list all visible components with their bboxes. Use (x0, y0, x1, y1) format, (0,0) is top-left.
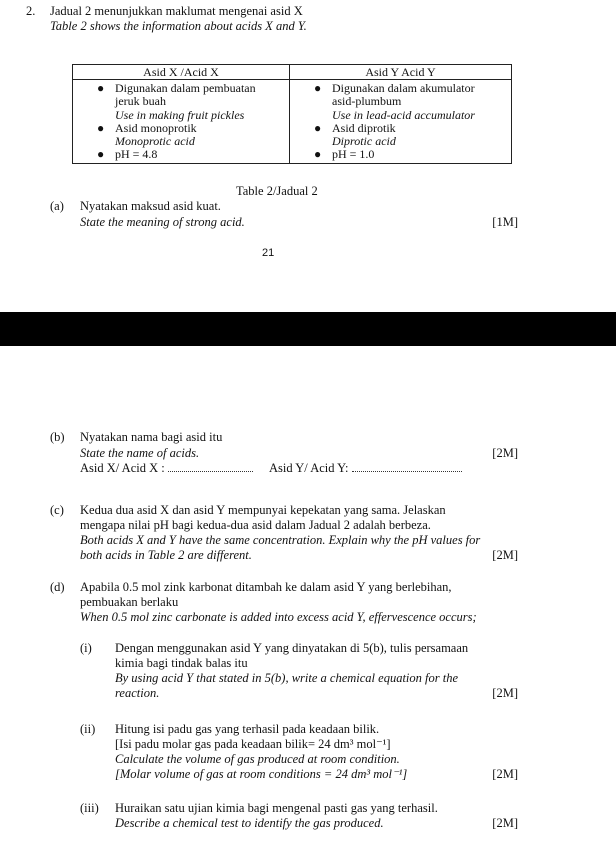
question-number: 2. (26, 4, 36, 18)
list-item-en: Use in making fruit pickles (115, 107, 245, 122)
part-d-ms1: Apabila 0.5 mol zink karbonat ditambah ke dalam asid Y yang berlebihan, (80, 580, 452, 594)
list-item-en: Monoprotic acid (115, 134, 195, 149)
question-intro-ms: Jadual 2 menunjukkan maklumat mengenai asid X (50, 4, 303, 18)
part-b-en: State the name of acids. (80, 446, 200, 460)
list-item-cont: asid-plumbum (332, 94, 402, 109)
part-d-label: (d) (50, 580, 65, 594)
table-header-x: Asid X /Acid X (73, 65, 290, 80)
answer-x-row (80, 461, 253, 475)
table-caption: Table 2/Jadual 2 (236, 184, 318, 198)
part-c-ms1: Kedua dua asid X dan asid Y mempunyai kepekatan yang sama. Jelaskan (80, 503, 446, 517)
part-c-marks: [2M] (492, 548, 518, 562)
part-c-en1: Both acids X and Y have the same concentration. Explain why the pH values for (80, 533, 481, 547)
answer-x-label: Asid X/ Acid X : (80, 461, 165, 475)
list-item-en: Use in lead-acid accumulator (332, 107, 475, 122)
answer-y-row (269, 461, 462, 475)
part-b-label: (b) (50, 430, 65, 444)
page-separator (0, 312, 616, 346)
part-a-en: State the meaning of strong acid. (80, 215, 245, 229)
list-item-en: Diprotic acid (332, 134, 396, 149)
part-d-ii-en1: Calculate the volume of gas produced at room condition. (115, 752, 400, 766)
part-d-i-ms1: Dengan menggunakan asid Y yang dinyatakan di 5(b), tulis persamaan (115, 641, 469, 655)
part-d-en1: When 0.5 mol zinc carbonate is added into excess acid Y, effervescence occurs; (80, 610, 477, 624)
part-b-marks: [2M] (492, 446, 518, 460)
part-d-ii-marks: [2M] (492, 767, 518, 781)
part-d-ii-label: (ii) (80, 722, 96, 736)
list-item: ● Asid diprotik (314, 120, 396, 135)
part-b-ms: Nyatakan nama bagi asid itu (80, 430, 223, 444)
answer-y-label: Asid Y/ Acid Y: (269, 461, 349, 475)
part-a-label: (a) (50, 199, 64, 213)
list-item: ● pH = 1.0 (314, 147, 375, 162)
part-d-i-en1: By using acid Y that stated in 5(b), write a chemical equation for the (115, 671, 459, 685)
part-a-marks: [1M] (492, 215, 518, 229)
acid-table (72, 64, 512, 164)
part-d-i-label: (i) (80, 641, 92, 655)
part-d-iii-label: (iii) (80, 801, 99, 815)
answer-x-field[interactable] (168, 461, 253, 472)
part-d-iii-ms1: Huraikan satu ujian kimia bagi mengenal pasti gas yang terhasil. (115, 801, 438, 815)
part-a-ms: Nyatakan maksud asid kuat. (80, 199, 221, 213)
page-bottom (0, 346, 616, 845)
part-d-ms2: pembuakan berlaku (80, 595, 179, 609)
list-item: ● Asid monoprotik (97, 120, 197, 135)
part-d-ii-ms1: Hitung isi padu gas yang terhasil pada keadaan bilik. (115, 722, 380, 736)
table-cell-y (290, 80, 512, 164)
page-number: 21 (262, 247, 275, 259)
part-d-iii-en1: Describe a chemical test to identify the gas produced. (115, 816, 384, 830)
part-d-i-en2: reaction. (115, 686, 160, 700)
answer-y-field[interactable] (352, 461, 462, 472)
part-d-i-ms2: kimia bagi tindak balas itu (115, 656, 248, 670)
part-c-ms2: mengapa nilai pH bagi kedua-dua asid dalam Jadual 2 adalah berbeza. (80, 518, 431, 532)
table-header-y: Asid Y Acid Y (290, 65, 512, 80)
list-item-cont: jeruk buah (115, 94, 166, 109)
part-d-ii-ms2: [Isi padu molar gas pada keadaan bilik= 24 dm³ mol⁻¹] (115, 737, 391, 751)
page-top (0, 0, 616, 312)
part-d-iii-marks: [2M] (492, 816, 518, 830)
question-intro-en: Table 2 shows the information about acids X and Y. (50, 19, 307, 33)
list-item: ● pH = 4.8 (97, 147, 158, 162)
list-item: ● Digunakan dalam pembuatan (97, 81, 256, 96)
part-c-en2: both acids in Table 2 are different. (80, 548, 252, 562)
part-d-i-marks: [2M] (492, 686, 518, 700)
part-d-ii-en2: [Molar volume of gas at room conditions = 24 dm³ mol⁻¹] (115, 767, 408, 781)
part-c-label: (c) (50, 503, 64, 517)
list-item: ● Digunakan dalam akumulator (314, 81, 475, 96)
table-cell-x (73, 80, 290, 164)
